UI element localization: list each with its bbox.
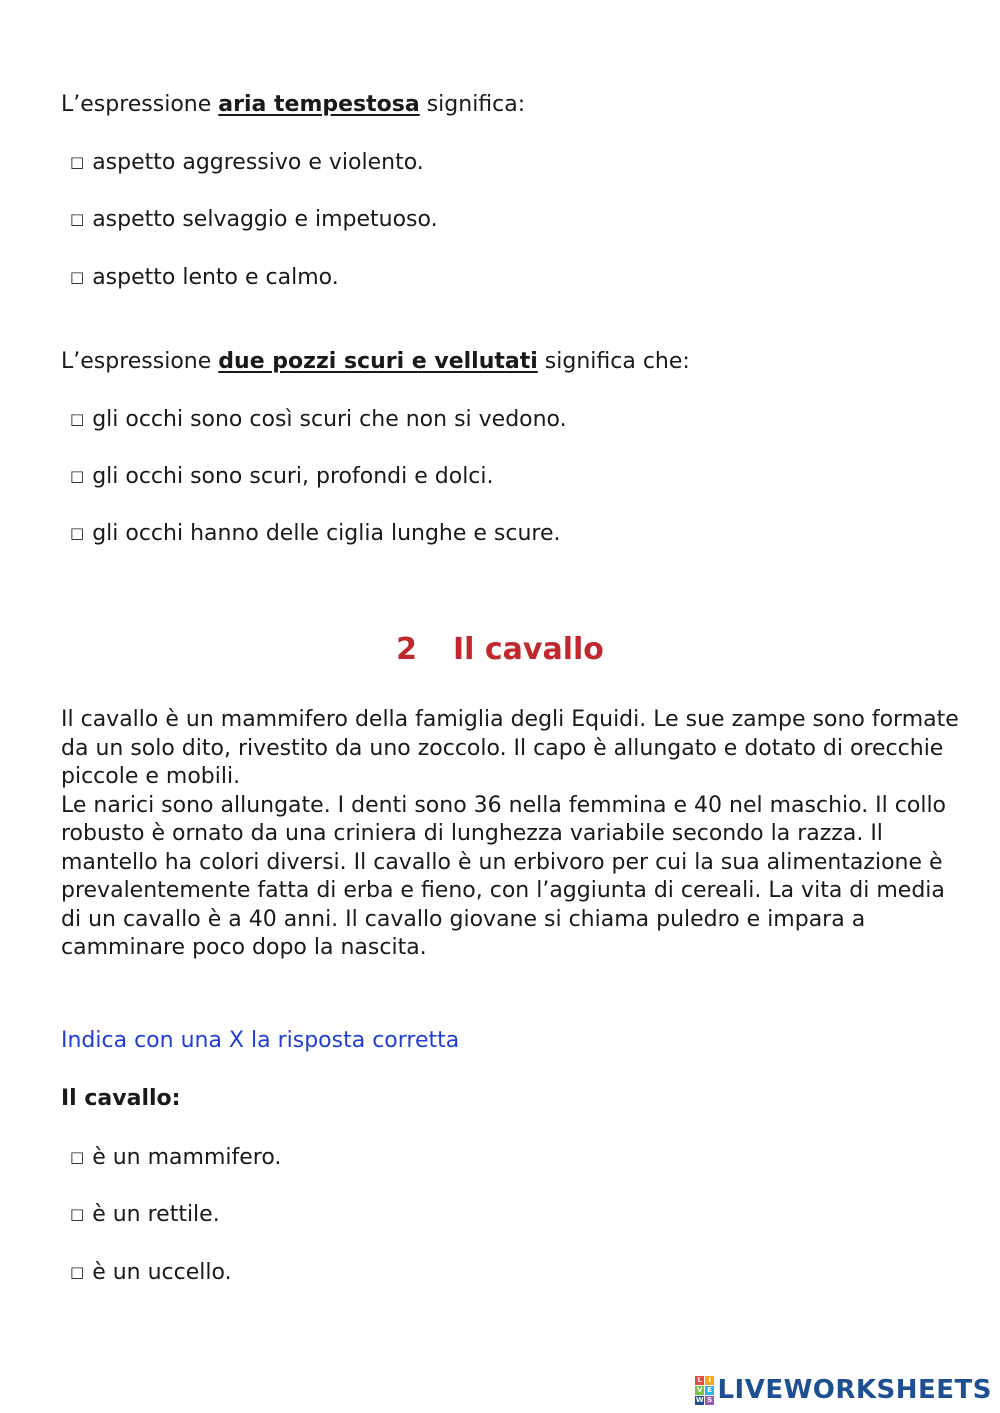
logo-tile: W xyxy=(695,1395,705,1404)
question-1-keyword: aria tempestosa xyxy=(218,92,420,117)
question-1-prefix: L’espressione xyxy=(61,92,219,117)
liveworksheets-logo-icon xyxy=(695,1376,714,1405)
reading-passage xyxy=(61,706,961,963)
q2-option-3[interactable] xyxy=(70,519,561,548)
q3-option-1-label: è un mammifero. xyxy=(92,1145,282,1170)
question-1-suffix: significa: xyxy=(419,92,526,117)
q2-option-2-label: gli occhi sono scuri, profondi e dolci. xyxy=(92,464,494,489)
logo-tile: L xyxy=(695,1376,704,1385)
liveworksheets-logo[interactable] xyxy=(695,1375,992,1405)
logo-tile: V xyxy=(696,1385,703,1394)
passage-paragraph-1: Il cavallo è un mammifero della famiglia degli Equidi. Le sue zampe sono formate da un solo dito, rivestito da uno zoccolo. Il capo è allungato e dotato di orecchie piccole e mobili. xyxy=(61,707,959,789)
question-2-suffix: significa che: xyxy=(537,349,690,374)
checkbox-icon[interactable]: □ xyxy=(70,410,85,428)
q3-option-2[interactable] xyxy=(70,1200,220,1229)
liveworksheets-wordmark: LIVEWORKSHEETS xyxy=(717,1375,992,1405)
question-2-prompt xyxy=(61,348,690,376)
q1-option-3-label: aspetto lento e calmo. xyxy=(92,265,339,290)
q3-option-2-label: è un rettile. xyxy=(92,1202,220,1227)
question-2-keyword: due pozzi scuri e vellutati xyxy=(218,349,538,374)
checkbox-icon[interactable]: □ xyxy=(70,1263,85,1281)
instruction-text: Indica con una X la risposta corretta xyxy=(61,1028,460,1053)
q2-option-2[interactable] xyxy=(70,462,494,491)
q1-option-1-label: aspetto aggressivo e violento. xyxy=(92,150,424,175)
q2-option-1-label: gli occhi sono così scuri che non si vedono. xyxy=(92,407,567,432)
section-heading xyxy=(0,631,1000,669)
q1-option-1[interactable] xyxy=(70,148,424,177)
question-1-prompt xyxy=(61,91,525,119)
checkbox-icon[interactable]: □ xyxy=(70,268,85,286)
checkbox-icon[interactable]: □ xyxy=(70,1148,85,1166)
logo-tile: E xyxy=(707,1385,713,1394)
logo-tile: S xyxy=(707,1395,713,1404)
q3-option-3-label: è un uccello. xyxy=(92,1260,232,1285)
q2-option-3-label: gli occhi hanno delle ciglia lunghe e scure. xyxy=(92,521,561,546)
logo-tile: I xyxy=(705,1376,714,1385)
q1-option-2[interactable] xyxy=(70,205,438,234)
checkbox-icon[interactable]: □ xyxy=(70,524,85,542)
section-title: Il cavallo xyxy=(452,632,604,667)
checkbox-icon[interactable]: □ xyxy=(70,153,85,171)
q2-option-1[interactable] xyxy=(70,405,567,434)
checkbox-icon[interactable]: □ xyxy=(70,467,85,485)
question-2-prefix: L’espressione xyxy=(61,349,219,374)
q3-option-1[interactable] xyxy=(70,1143,281,1172)
passage-paragraph-2: Le narici sono allungate. I denti sono 36 nella femmina e 40 nel maschio. Il collo robusto è ornato da una criniera di lunghezza variabile secondo la razza. Il mantello ha colori diversi. Il cavallo è un erbivoro per cui la sua alimentazione è prevalentemente fatta di erba e fieno, con l’aggiunta di cereali. La vita di media di un cavallo è a 40 anni. Il cavallo giovane si chiama puledro e impara a camminare poco dopo la nascita. xyxy=(61,792,947,960)
checkbox-icon[interactable]: □ xyxy=(70,1205,85,1223)
q3-option-3[interactable] xyxy=(70,1258,232,1287)
checkbox-icon[interactable]: □ xyxy=(70,210,85,228)
q1-option-3[interactable] xyxy=(70,263,339,292)
q1-option-2-label: aspetto selvaggio e impetuoso. xyxy=(92,207,438,232)
question-3-label: Il cavallo: xyxy=(61,1086,181,1111)
section-number: 2 xyxy=(396,632,417,667)
